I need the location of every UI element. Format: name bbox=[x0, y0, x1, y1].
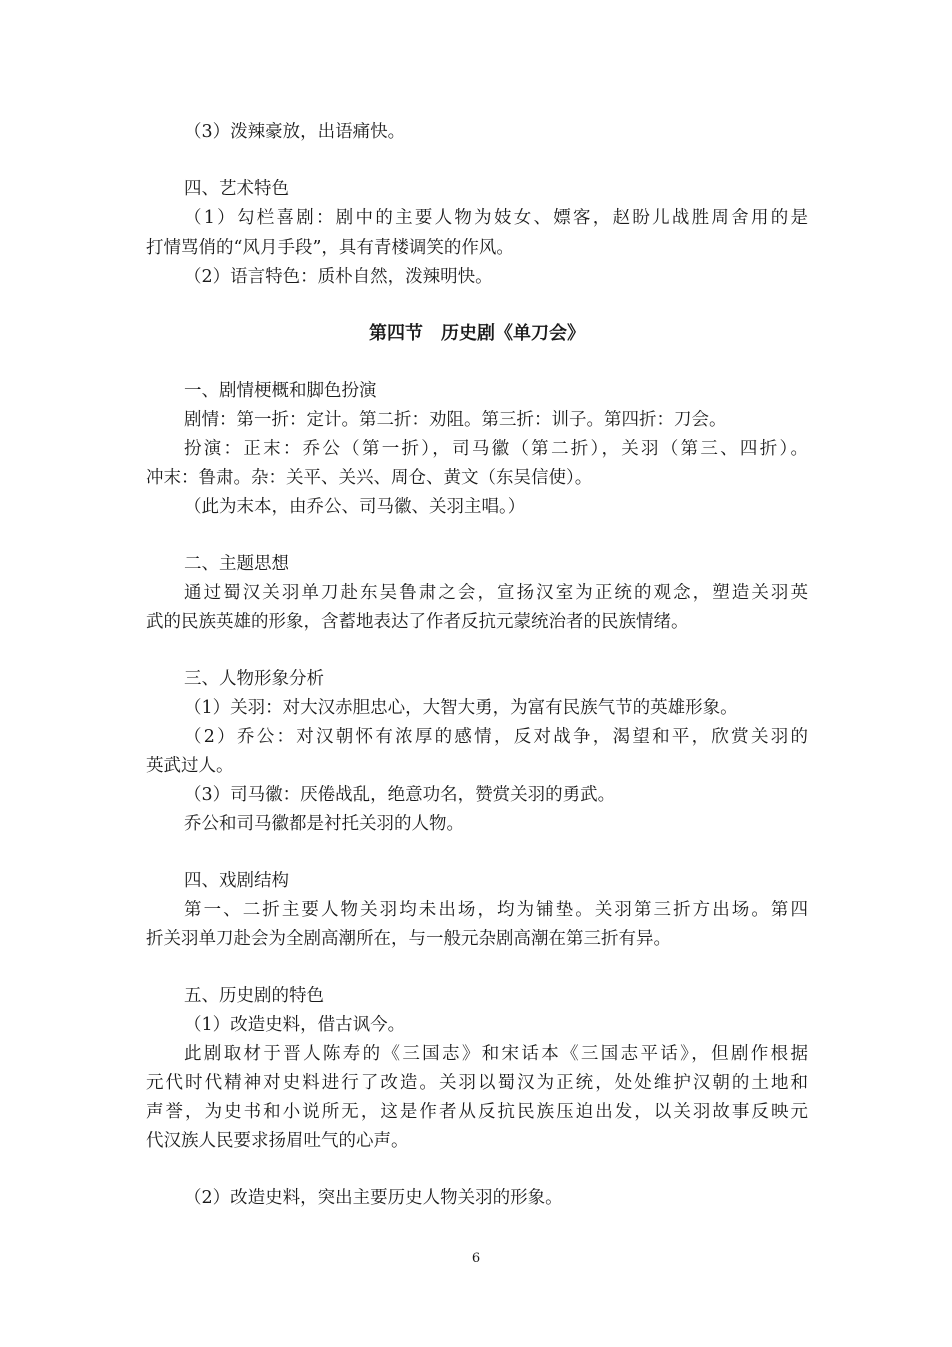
paragraph-line: 打情骂俏的“风月手段”，具有青楼调笑的作风。 bbox=[146, 238, 514, 258]
subheading-structure: 四、戏剧结构 bbox=[184, 871, 289, 891]
section-title: 第四节 历史剧《单刀会》 bbox=[369, 323, 585, 344]
subheading-characters: 三、人物形象分析 bbox=[184, 669, 324, 689]
paragraph-line: （1）改造史料，借古讽今。 bbox=[184, 1015, 406, 1035]
paragraph-line: 剧情：第一折：定计。第二折：劝阻。第三折：训子。第四折：刀会。 bbox=[184, 410, 727, 430]
paragraph-line: 声誉，为史书和小说所无，这是作者从反抗民族压迫出发，以关羽故事反映元 bbox=[146, 1102, 808, 1122]
paragraph-line: 此剧取材于晋人陈寿的《三国志》和宋话本《三国志平话》，但剧作根据 bbox=[184, 1044, 808, 1064]
paragraph-line: 元代时代精神对史料进行了改造。关羽以蜀汉为正统，处处维护汉朝的土地和 bbox=[146, 1073, 808, 1093]
paragraph-line: 武的民族英雄的形象，含蓄地表达了作者反抗元蒙统治者的民族情绪。 bbox=[146, 612, 689, 632]
paragraph-line: （1）关羽：对大汉赤胆忠心，大智大勇，为富有民族气节的英雄形象。 bbox=[184, 698, 738, 718]
paragraph-line: （1）勾栏喜剧：剧中的主要人物为妓女、嫖客，赵盼儿战胜周舍用的是 bbox=[184, 208, 808, 228]
paragraph-line: （2）语言特色：质朴自然，泼辣明快。 bbox=[184, 267, 493, 287]
paragraph-line: 通过蜀汉关羽单刀赴东吴鲁肃之会，宣扬汉室为正统的观念，塑造关羽英 bbox=[184, 583, 808, 603]
paragraph-line: 第一、二折主要人物关羽均未出场，均为铺垫。关羽第三折方出场。第四 bbox=[184, 900, 808, 920]
subheading-history-features: 五、历史剧的特色 bbox=[184, 986, 324, 1006]
paragraph-line: 扮演：正末：乔公（第一折），司马徽（第二折），关羽（第三、四折）。 bbox=[184, 439, 808, 459]
paragraph-line: （3）司马徽：厌倦战乱，绝意功名，赞赏关羽的勇武。 bbox=[184, 785, 616, 805]
subheading-theme: 二、主题思想 bbox=[184, 554, 289, 574]
section-heading-art-features: 四、艺术特色 bbox=[184, 179, 289, 199]
paragraph-line: （2）乔公：对汉朝怀有浓厚的感情，反对战争，渴望和平，欣赏关羽的 bbox=[184, 727, 808, 747]
paragraph-line: 代汉族人民要求扬眉吐气的心声。 bbox=[146, 1131, 409, 1151]
paragraph-line: （此为末本，由乔公、司马徽、关羽主唱。） bbox=[184, 497, 526, 517]
item-3-text: （3）泼辣豪放，出语痛快。 bbox=[184, 122, 406, 142]
paragraph-line: 冲末：鲁肃。杂：关平、关兴、周仓、黄文（东吴信使）。 bbox=[146, 468, 593, 488]
paragraph-line: 折关羽单刀赴会为全剧高潮所在，与一般元杂剧高潮在第三折有异。 bbox=[146, 929, 671, 949]
paragraph-line: 英武过人。 bbox=[146, 756, 234, 776]
paragraph-line: 乔公和司马徽都是衬托关羽的人物。 bbox=[184, 814, 464, 834]
paragraph-line: （2）改造史料，突出主要历史人物关羽的形象。 bbox=[184, 1188, 563, 1208]
page-number: 6 bbox=[471, 1251, 481, 1266]
subheading-plot-roles: 一、剧情梗概和脚色扮演 bbox=[184, 381, 377, 401]
